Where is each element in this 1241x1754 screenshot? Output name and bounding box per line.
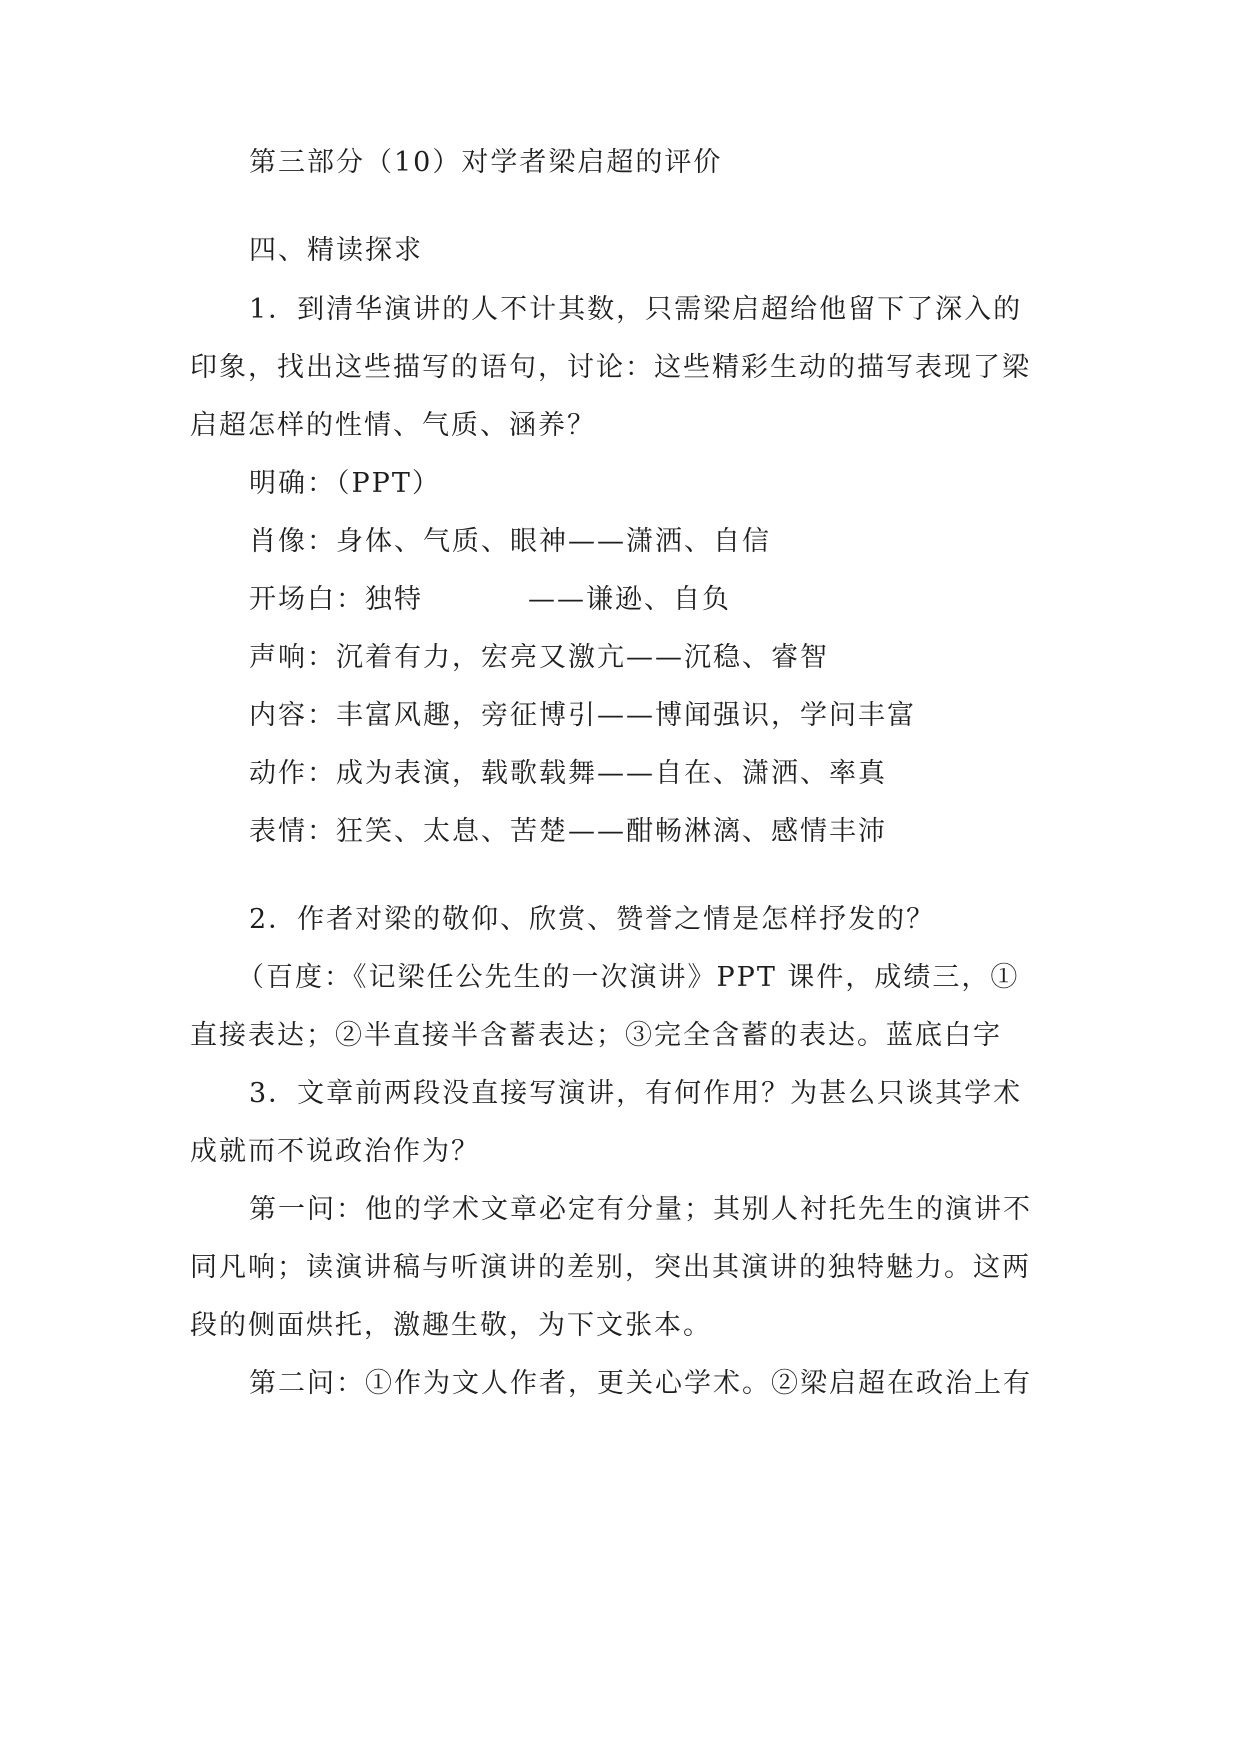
trait-quality: ——自在、潇洒、率真: [597, 758, 887, 789]
question-two-line-1: 2．作者对梁的敬仰、欣赏、赞誉之情是怎样抒发的？: [249, 904, 936, 935]
question-one-line-2: 印象，找出这些描写的语句，讨论：这些精彩生动的描写表现了梁: [190, 352, 1031, 383]
trait-row: [249, 524, 771, 560]
trait-row: [249, 814, 887, 850]
trait-quality: ——谦逊、自负: [528, 584, 731, 615]
trait-quality: ——博闻强识，学问丰富: [597, 700, 916, 731]
answer-label: 明确：（PPT）: [249, 468, 441, 499]
answer-one-line-1: 第一问：他的学术文章必定有分量；其别人衬托先生的演讲不: [249, 1194, 1032, 1225]
trait-row: [249, 698, 916, 734]
trait-row: [249, 756, 887, 792]
answer-one-line-2: 同凡响；读演讲稿与听演讲的差别，突出其演讲的独特魅力。这两: [190, 1252, 1031, 1283]
trait-aspect: 开场白：独特: [249, 584, 423, 615]
question-three-line-1: 3．文章前两段没直接写演讲，有何作用？为甚么只谈其学术: [249, 1078, 1023, 1109]
answer-two-line-1: 第二问：①作为文人作者，更关心学术。②梁启超在政治上有: [249, 1368, 1032, 1399]
answer-one-line-3: 段的侧面烘托，激趣生敬，为下文张本。: [190, 1310, 712, 1341]
heading-part-three: 第三部分（10）对学者梁启超的评价: [249, 147, 723, 178]
trait-aspect: 内容：丰富风趣，旁征博引: [249, 700, 597, 731]
question-one-line-3: 启超怎样的性情、气质、涵养？: [190, 410, 596, 441]
trait-aspect: 肖像：身体、气质、眼神: [249, 526, 568, 557]
trait-aspect: 表情：狂笑、太息、苦楚: [249, 816, 568, 847]
question-three-line-2: 成就而不说政治作为？: [190, 1136, 480, 1167]
trait-aspect: 动作：成为表演，载歌载舞: [249, 758, 597, 789]
trait-quality: ——沉稳、睿智: [626, 642, 829, 673]
trait-aspect: 声响：沉着有力，宏亮又激亢: [249, 642, 626, 673]
question-two-line-3: 直接表达；②半直接半含蓄表达；③完全含蓄的表达。蓝底白字: [190, 1020, 1002, 1051]
heading-section-four: 四、精读探求: [249, 235, 423, 266]
trait-quality: ——潇洒、自信: [568, 526, 771, 557]
question-two-line-2: （百度：《记梁任公先生的一次演讲》PPT 课件，成绩三，①: [237, 962, 1020, 993]
question-one-line-1: 1．到清华演讲的人不计其数，只需梁启超给他留下了深入的: [249, 294, 1023, 325]
trait-quality: ——酣畅淋漓、感情丰沛: [568, 816, 887, 847]
trait-row: [249, 640, 829, 676]
trait-row: [249, 582, 949, 618]
